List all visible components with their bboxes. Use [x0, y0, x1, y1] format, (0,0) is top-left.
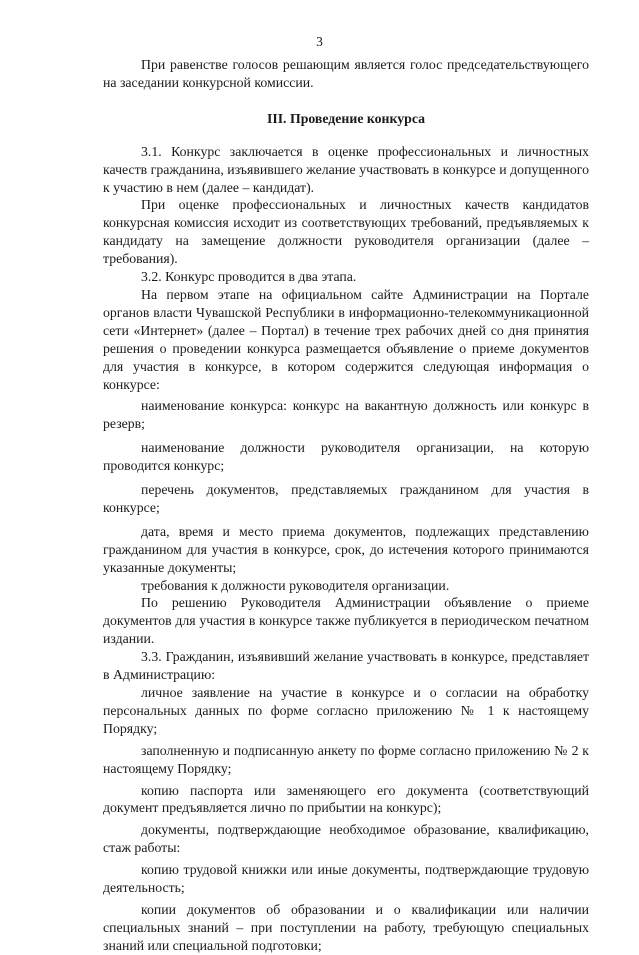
paragraph: По решению Руководителя Администрации объявление о приеме документов для участия в конкурсе также публикуется в периодическом печатном издании. [103, 595, 589, 647]
paragraph: дата, время и место приема документов, подлежащих представлению гражданином для участия в конкурсе, срок, до истечения которого принимаются указанные документы; [103, 523, 589, 575]
paragraph: При оценке профессиональных и личностных качеств кандидатов конкурсная комиссия исходит из соответствующих требований, предъявляемых к кандидату на замещение должности руководителя организации (далее – требования). [103, 197, 589, 267]
paragraph: заполненную и подписанную анкету по форме согласно приложению № 2 к настоящему Порядку; [103, 742, 589, 776]
paragraph: копию паспорта или заменяющего его документа (соответствующий документ предъявляется лично по прибытии на конкурс); [103, 782, 589, 816]
paragraph: копии документов об образовании и о квалификации или наличии специальных знаний – при поступлении на работу, требующую специальных знаний или специальной подготовки; [103, 901, 589, 953]
document-body [103, 56, 589, 955]
paragraph: наименование конкурса: конкурс на вакантную должность или конкурс в резерв; [103, 398, 589, 432]
paragraph: перечень документов, представляемых гражданином для участия в конкурсе; [103, 482, 589, 515]
paragraph: копию трудовой книжки или иные документы, подтверждающие трудовую деятельность; [103, 862, 589, 896]
paragraph: требования к должности руководителя организации. [141, 577, 450, 593]
paragraph: 3.1. Конкурс заключается в оценке профессиональных и личностных качеств гражданина, изъявившего желание участвовать в конкурсе и допущенного к участию в нем (далее – кандидат). [103, 143, 589, 195]
paragraph: На первом этапе на официальном сайте Администрации на Портале органов власти Чувашской Республики в информационно-телекоммуникационной сети «Интернет» (далее – Портал) в течение трех рабочих дней со дня принятия решения о проведении конкурса размещается объявление о приеме документов для участия в конкурсе, в котором содержится следующая информация о конкурсе: [103, 286, 589, 392]
paragraph: 3.3. Гражданин, изъявивший желание участвовать в конкурсе, представляет в Администрацию: [103, 649, 589, 683]
paragraph: документы, подтверждающие необходимое образование, квалификацию, стаж работы: [103, 822, 589, 856]
paragraph: При равенстве голосов решающим является голос председательствующего на заседании конкурсной комиссии. [103, 57, 589, 90]
paragraph: наименование должности руководителя организации, на которую проводится конкурс; [103, 440, 589, 474]
paragraph: 3.2. Конкурс проводится в два этапа. [141, 269, 357, 285]
paragraph: личное заявление на участие в конкурсе и о согласии на обработку персональных данных по форме согласно приложению № 1 к настоящему Порядку; [103, 685, 589, 736]
section-title: III. Проведение конкурса [266, 110, 426, 126]
page-number: 3 [316, 34, 323, 49]
